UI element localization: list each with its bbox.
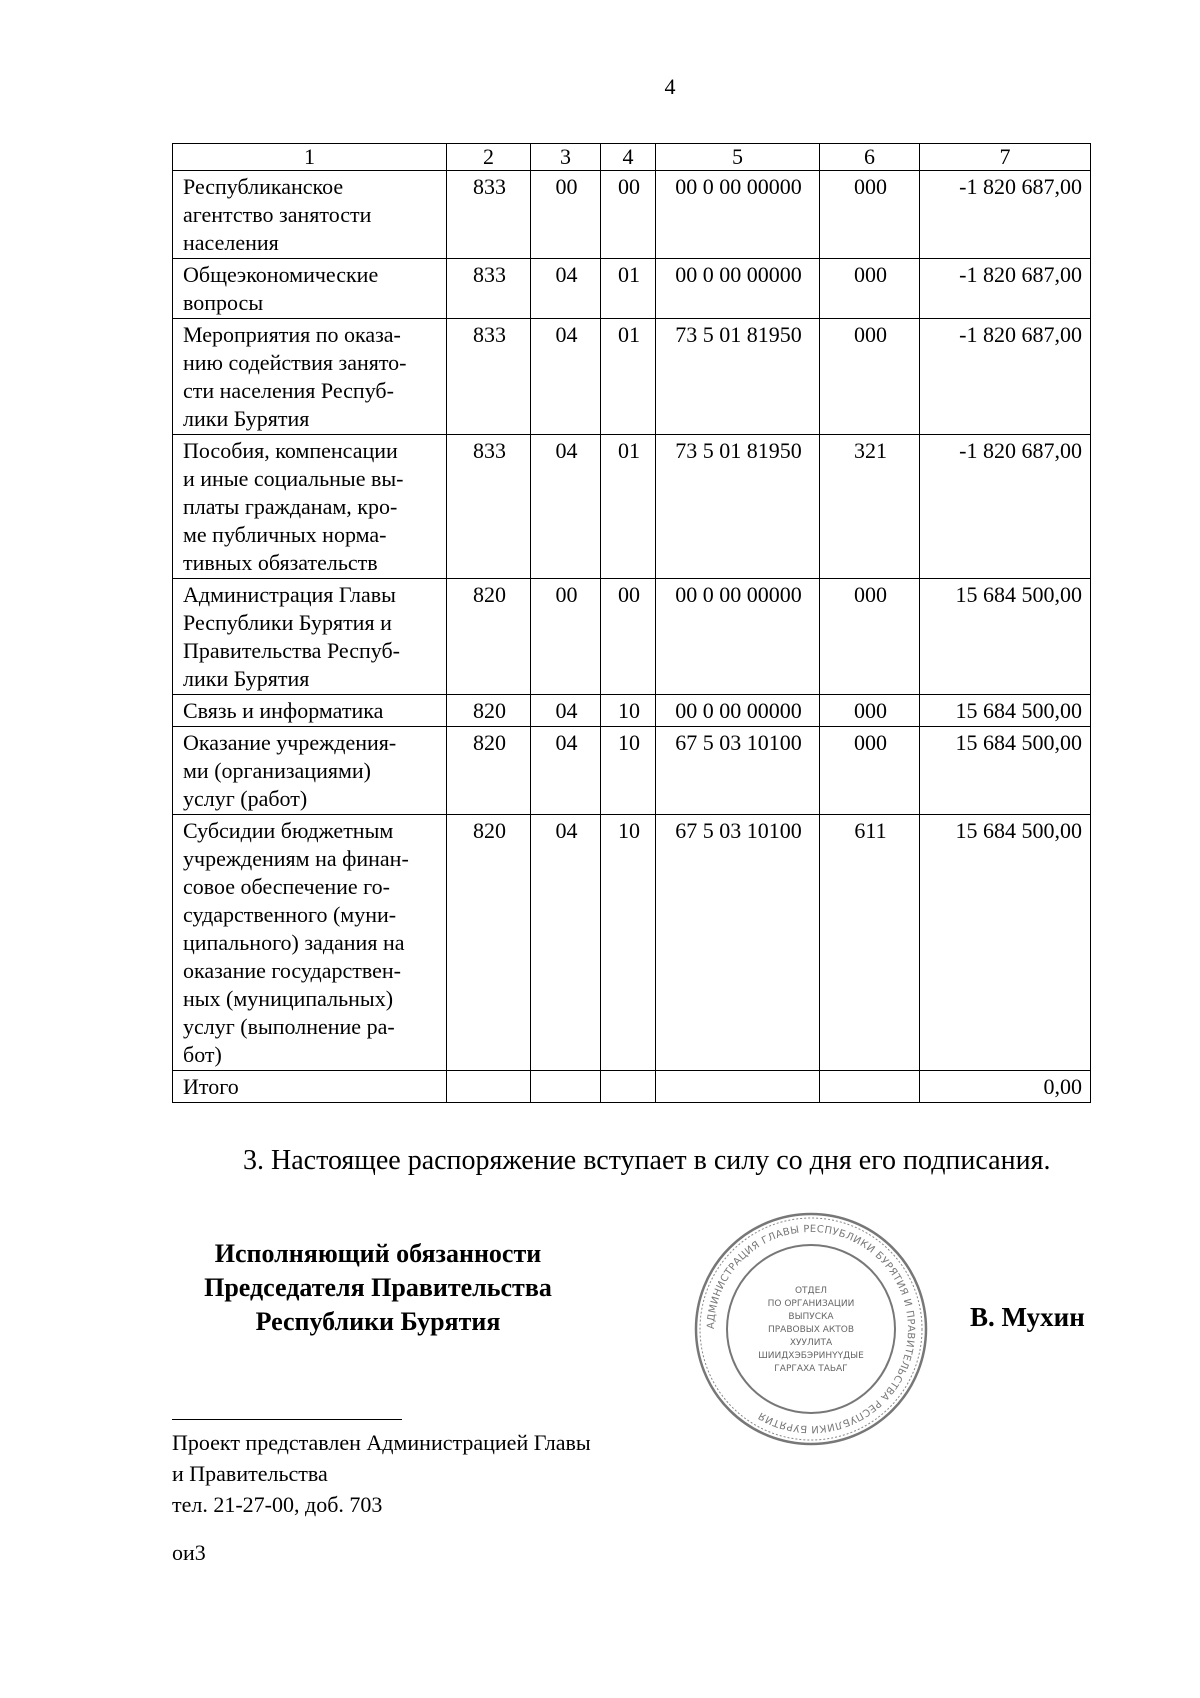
cell-c6: 000 (820, 171, 920, 259)
row-name-line: Общеэкономические (183, 262, 379, 287)
cell-c6: 611 (820, 815, 920, 1071)
cell-c7: 15 684 500,00 (920, 815, 1091, 1071)
row-name-line: ми (организациями) (183, 758, 371, 783)
cell-c5: 67 5 03 10100 (656, 815, 820, 1071)
row-name-cell (173, 435, 447, 579)
row-name-line: тивных обязательств (183, 550, 378, 575)
cell-c4: 00 (601, 579, 656, 695)
cell-c4: 01 (601, 319, 656, 435)
row-name-line: лики Бурятия (183, 406, 310, 431)
table-row (173, 1071, 1091, 1103)
footnote-line: тел. 21-27-00, доб. 703 (172, 1492, 383, 1517)
row-name-line: агентство занятости (183, 202, 372, 227)
row-name-line: нию содействия занято- (183, 350, 407, 375)
column-header: 4 (601, 144, 656, 171)
column-header: 6 (820, 144, 920, 171)
cell-c7: 0,00 (920, 1071, 1091, 1103)
column-header: 7 (920, 144, 1091, 171)
row-name-line: населения (183, 230, 279, 255)
column-header: 2 (447, 144, 531, 171)
cell-c4: 10 (601, 815, 656, 1071)
cell-c6: 000 (820, 695, 920, 727)
footnote (172, 1427, 591, 1520)
cell-c4: 10 (601, 727, 656, 815)
cell-c3: 04 (531, 695, 601, 727)
cell-c2: 833 (447, 171, 531, 259)
cell-c2: 833 (447, 259, 531, 319)
table-row (173, 727, 1091, 815)
row-name-cell (173, 259, 447, 319)
cell-c6: 000 (820, 579, 920, 695)
signer-title-line: Республики Бурятия (255, 1307, 501, 1336)
table-row (173, 579, 1091, 695)
official-seal-stamp (692, 1210, 930, 1448)
cell-c4: 01 (601, 259, 656, 319)
cell-c7: 15 684 500,00 (920, 695, 1091, 727)
cell-c2: 820 (447, 579, 531, 695)
cell-c7: 15 684 500,00 (920, 727, 1091, 815)
cell-c5: 73 5 01 81950 (656, 435, 820, 579)
cell-c7: 15 684 500,00 (920, 579, 1091, 695)
svg-text:ШИИДХЭБЭРИНҮҮДЫЕ: ШИИДХЭБЭРИНҮҮДЫЕ (758, 1351, 864, 1361)
cell-c7: -1 820 687,00 (920, 435, 1091, 579)
column-header: 5 (656, 144, 820, 171)
cell-c3 (531, 1071, 601, 1103)
row-name-line: ных (муниципальных) (183, 986, 394, 1011)
row-name-cell (173, 319, 447, 435)
row-name-line: услуг (работ) (183, 786, 308, 811)
signer-title-line: Исполняющий обязанности (214, 1239, 542, 1268)
svg-text:ПО ОРГАНИЗАЦИИ: ПО ОРГАНИЗАЦИИ (767, 1299, 855, 1309)
row-name-line: Республики Бурятия и (183, 610, 392, 635)
row-name-line: вопросы (183, 290, 264, 315)
row-name-line: оказание государствен- (183, 958, 401, 983)
page-number: 4 (664, 74, 676, 99)
cell-c4: 01 (601, 435, 656, 579)
signer-title (168, 1237, 588, 1339)
row-name-cell (173, 727, 447, 815)
row-name-line: Субсидии бюджетным (183, 818, 394, 843)
cell-c5: 00 0 00 00000 (656, 579, 820, 695)
cell-c3: 04 (531, 259, 601, 319)
table-row (173, 815, 1091, 1071)
signer-title-line: Председателя Правительства (204, 1273, 552, 1302)
row-name-line: Пособия, компенсации (183, 438, 398, 463)
cell-c2: 820 (447, 815, 531, 1071)
row-name-line: Связь и информатика (183, 698, 384, 723)
cell-c7: -1 820 687,00 (920, 171, 1091, 259)
row-name-cell (173, 579, 447, 695)
cell-c3: 00 (531, 171, 601, 259)
row-name-line: Мероприятия по оказа- (183, 322, 401, 347)
cell-c4 (601, 1071, 656, 1103)
table-body (173, 171, 1091, 1103)
cell-c3: 00 (531, 579, 601, 695)
paragraph-3: 3. Настоящее распоряжение вступает в силу со дня его подписания. (243, 1145, 1051, 1176)
row-name-cell (173, 1071, 447, 1103)
cell-c5 (656, 1071, 820, 1103)
cell-c3: 04 (531, 435, 601, 579)
footnote-line: Проект представлен Администрацией Главы (172, 1430, 591, 1455)
row-name-line: и иные социальные вы- (183, 466, 404, 491)
row-name-cell (173, 695, 447, 727)
table-row (173, 171, 1091, 259)
cell-c4: 10 (601, 695, 656, 727)
row-name-line: Администрация Главы (183, 582, 396, 607)
row-name-line: платы гражданам, кро- (183, 494, 398, 519)
cell-c6: 000 (820, 319, 920, 435)
cell-c4: 00 (601, 171, 656, 259)
row-name-line: ципального) задания на (183, 930, 405, 955)
table-row (173, 435, 1091, 579)
cell-c6: 000 (820, 259, 920, 319)
svg-text:ОТДЕЛ: ОТДЕЛ (794, 1286, 828, 1296)
budget-table (172, 143, 1091, 1103)
cell-c5: 00 0 00 00000 (656, 259, 820, 319)
table-row (173, 319, 1091, 435)
table-row (173, 259, 1091, 319)
cell-c2: 820 (447, 727, 531, 815)
signer-name: В. Мухин (970, 1302, 1085, 1332)
cell-c7: -1 820 687,00 (920, 319, 1091, 435)
cell-c2: 833 (447, 435, 531, 579)
row-name-line: сти населения Респуб- (183, 378, 394, 403)
cell-c3: 04 (531, 727, 601, 815)
svg-text:ПРАВОВЫХ АКТОВ: ПРАВОВЫХ АКТОВ (767, 1325, 855, 1335)
cell-c3: 04 (531, 815, 601, 1071)
row-name-line: Республиканское (183, 174, 344, 199)
cell-c7: -1 820 687,00 (920, 259, 1091, 319)
cell-c6: 000 (820, 727, 920, 815)
row-name-line: учреждениям на финан- (183, 846, 409, 871)
svg-text:ВЫПУСКА: ВЫПУСКА (788, 1312, 834, 1322)
cell-c6: 321 (820, 435, 920, 579)
row-name-line: совое обеспечение го- (183, 874, 390, 899)
row-name-line: ме публичных норма- (183, 522, 387, 547)
row-name-line: сударственного (муни- (183, 902, 397, 927)
svg-text:ХУУЛИТА: ХУУЛИТА (789, 1338, 833, 1348)
svg-text:АДМИНИСТРАЦИЯ ГЛАВЫ РЕСПУБЛИКИ: АДМИНИСТРАЦИЯ ГЛАВЫ РЕСПУБЛИКИ БУРЯТИЯ И ПРАВИТЕЛЬСТВА РЕСПУБЛИКИ БУРЯТИЯ (705, 1223, 917, 1435)
cell-c2: 833 (447, 319, 531, 435)
cell-c2 (447, 1071, 531, 1103)
row-name-line: Итого (183, 1074, 239, 1099)
cell-c3: 04 (531, 319, 601, 435)
row-name-line: лики Бурятия (183, 666, 310, 691)
cell-c2: 820 (447, 695, 531, 727)
row-name-line: бот) (183, 1042, 222, 1067)
row-name-line: услуг (выполнение ра- (183, 1014, 395, 1039)
footnote-line: и Правительства (172, 1461, 328, 1486)
cell-c5: 00 0 00 00000 (656, 695, 820, 727)
table-header-row (173, 144, 1091, 171)
svg-text:ГАРГАХА ТАЬАГ: ГАРГАХА ТАЬАГ (774, 1364, 848, 1374)
column-header: 3 (531, 144, 601, 171)
cell-c5: 00 0 00 00000 (656, 171, 820, 259)
row-name-cell (173, 171, 447, 259)
document-code: ои3 (172, 1540, 206, 1565)
column-header: 1 (173, 144, 447, 171)
row-name-cell (173, 815, 447, 1071)
table-row (173, 695, 1091, 727)
cell-c6 (820, 1071, 920, 1103)
row-name-line: Оказание учреждения- (183, 730, 397, 755)
footnote-divider (172, 1419, 402, 1420)
cell-c5: 73 5 01 81950 (656, 319, 820, 435)
row-name-line: Правительства Респуб- (183, 638, 400, 663)
cell-c5: 67 5 03 10100 (656, 727, 820, 815)
